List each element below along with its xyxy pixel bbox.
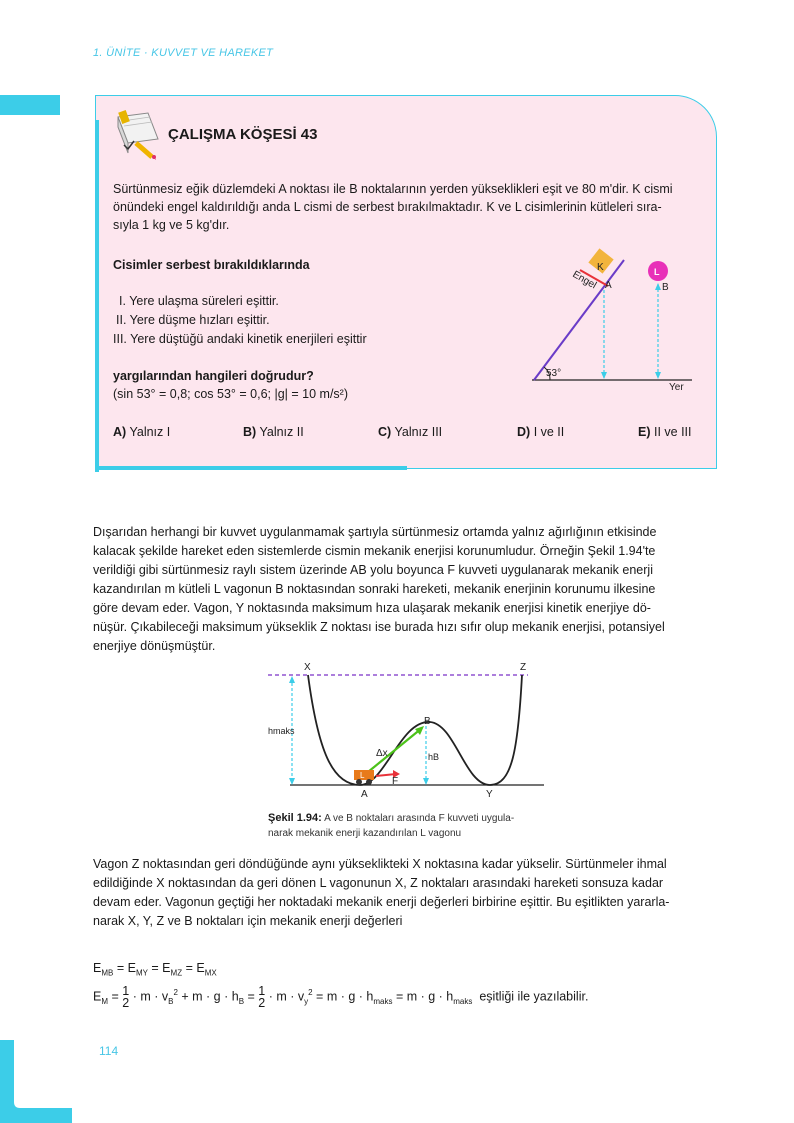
choice-text: Yalnız I bbox=[129, 425, 171, 439]
intro-line-1: Sürtünmesiz eğik düzlemdeki A noktası ile B noktalarının yerden yükseklikleri eşit ve 80 m'dir. K cismi bbox=[113, 182, 673, 196]
label-b: B bbox=[424, 716, 431, 727]
statement-3: III. Yere düştüğü andaki kinetik enerjileri eşittir bbox=[113, 332, 367, 346]
statements-heading: Cisimler serbest bırakıldıklarında bbox=[113, 258, 310, 272]
given-values: (sin 53° = 0,8; cos 53° = 0,6; |g| = 10 m/s²) bbox=[113, 387, 349, 401]
body-line-4: kazandırılan m kütleli L vagonun B noktasından sonraki hareketi, mekanik enerjinin korunumu ilkesine bbox=[93, 582, 656, 596]
body2-line-2: edildiğinde X noktasından da geri dönen L vagonunun X, Z noktaları arasındaki hareketi sonsuza kadar bbox=[93, 876, 664, 890]
label-k: K bbox=[597, 262, 604, 273]
choice-a[interactable] bbox=[113, 425, 170, 439]
body-line-1: Dışarıdan herhangi bir kuvvet uygulanmamak şartıyla sürtünmesiz ortamda yalnız ağırlığının etkisinde bbox=[93, 525, 657, 539]
choice-text: Yalnız II bbox=[259, 425, 304, 439]
label-a: A bbox=[361, 789, 368, 800]
box-title: ÇALIŞMA KÖŞESİ 43 bbox=[168, 126, 318, 143]
question-text: yargılarından hangileri doğrudur? bbox=[113, 369, 314, 383]
intro-line-2: önündeki engel kaldırıldığı anda L cismi de serbest bırakılmaktadır. K ve L cisimlerinin kütleleri sıra- bbox=[113, 200, 662, 214]
caption-text-2: narak mekanik enerji kazandırılan L vagonu bbox=[268, 828, 462, 839]
statement-2: II. Yere düşme hızları eşittir. bbox=[116, 313, 270, 327]
label-dx: Δx bbox=[376, 748, 388, 759]
body2-line-1: Vagon Z noktasından geri döndüğünde aynı yükseklikteki X noktasına kadar yükselir. Sürtünmeler ihmal bbox=[93, 857, 667, 871]
label-l: L bbox=[360, 771, 365, 780]
label-ground: Yer bbox=[669, 382, 684, 393]
body-line-5: göre devam eder. Vagon, Y noktasında maksimum hıza ulaşarak mekanik enerjisi kinetik enerjiye dö- bbox=[93, 601, 651, 615]
formula-suffix: eşitliği ile yazılabilir. bbox=[479, 989, 589, 1004]
box-accent-bottom bbox=[95, 466, 407, 470]
notebook-pencil-icon bbox=[114, 109, 160, 161]
choice-e[interactable] bbox=[638, 425, 692, 439]
body2-line-3: devam eder. Vagonun geçtiği her noktadaki mekanik enerji değerleri birbirine eşittir. Bu eşitlikten yararla- bbox=[93, 895, 670, 909]
track-figure bbox=[260, 660, 550, 800]
choice-letter: A) bbox=[113, 425, 127, 439]
page-corner-decoration bbox=[0, 1040, 72, 1123]
label-hmaks: hmaks bbox=[268, 726, 295, 736]
formula-equal-energies: $E_{MB} = E_{MY} = E_{MZ} = E_{MX}$ bbox=[93, 961, 217, 978]
choice-letter: D) bbox=[517, 425, 531, 439]
figure-caption bbox=[268, 811, 568, 841]
choice-b[interactable] bbox=[243, 425, 304, 439]
track-curve bbox=[308, 675, 522, 785]
label-z: Z bbox=[520, 662, 527, 673]
choice-c[interactable] bbox=[378, 425, 442, 439]
choice-letter: B) bbox=[243, 425, 257, 439]
intro-line-3: sıyla 1 kg ve 5 kg'dır. bbox=[113, 218, 230, 232]
caption-title: Şekil 1.94: bbox=[268, 812, 322, 824]
choice-text: Yalnız III bbox=[394, 425, 443, 439]
choice-letter: E) bbox=[638, 425, 651, 439]
choice-text: I ve II bbox=[533, 425, 565, 439]
side-tab-marker bbox=[0, 95, 60, 115]
body-line-3: verildiği gibi sürtünmesiz raylı sistem üzerinde AB yolu boyunca F kuvveti uygulanarak mekanik enerji bbox=[93, 563, 653, 577]
box-accent-left bbox=[95, 120, 99, 472]
choice-d[interactable] bbox=[517, 425, 564, 439]
label-f: F bbox=[392, 776, 399, 787]
label-hb: hB bbox=[428, 752, 440, 762]
body2-line-4: narak X, Y, Z ve B noktaları için mekanik enerji değerleri bbox=[93, 914, 403, 928]
label-b: B bbox=[662, 282, 669, 293]
caption-text-1: A ve B noktaları arasında F kuvveti uygula- bbox=[324, 813, 515, 824]
label-angle: 53° bbox=[546, 368, 562, 379]
label-l: L bbox=[654, 267, 660, 277]
body-line-7: enerjiye dönüşmüştür. bbox=[93, 639, 216, 653]
label-x: X bbox=[304, 662, 311, 673]
choice-text: II ve III bbox=[653, 425, 692, 439]
label-engel: Engel bbox=[570, 269, 599, 292]
label-a: A bbox=[605, 280, 612, 291]
unit-header: 1. ÜNİTE · KUVVET VE HAREKET bbox=[93, 47, 274, 59]
body-line-2: kalacak şekilde hareket eden sistemlerde cismin mekanik enerjisi korunumludur. Örneğin Şekil 1.94'te bbox=[93, 544, 656, 558]
choice-letter: C) bbox=[378, 425, 392, 439]
label-y: Y bbox=[486, 789, 493, 800]
statement-1: I. Yere ulaşma süreleri eşittir. bbox=[119, 294, 279, 308]
formula-mechanical-energy: $E_M = 1$ $2 \cdot m \cdot v_B^2 + m \cdot g \cdot h_B = 1$ $2 \cdot m \cdot v_y^2 = m \cdot g \cdot h_{maks} = m \cdot g \cdot h_{maks}$ eşitliği ile yazılabilir. bbox=[93, 984, 589, 1010]
page-number: 114 bbox=[99, 1044, 119, 1058]
inclined-plane-figure bbox=[520, 248, 700, 396]
body-line-6: nüşür. Çıkabileceği maksimum yükseklik Z noktası ise burada hızı sıfır olup mekanik enerjisi, potansiyel bbox=[93, 620, 665, 634]
